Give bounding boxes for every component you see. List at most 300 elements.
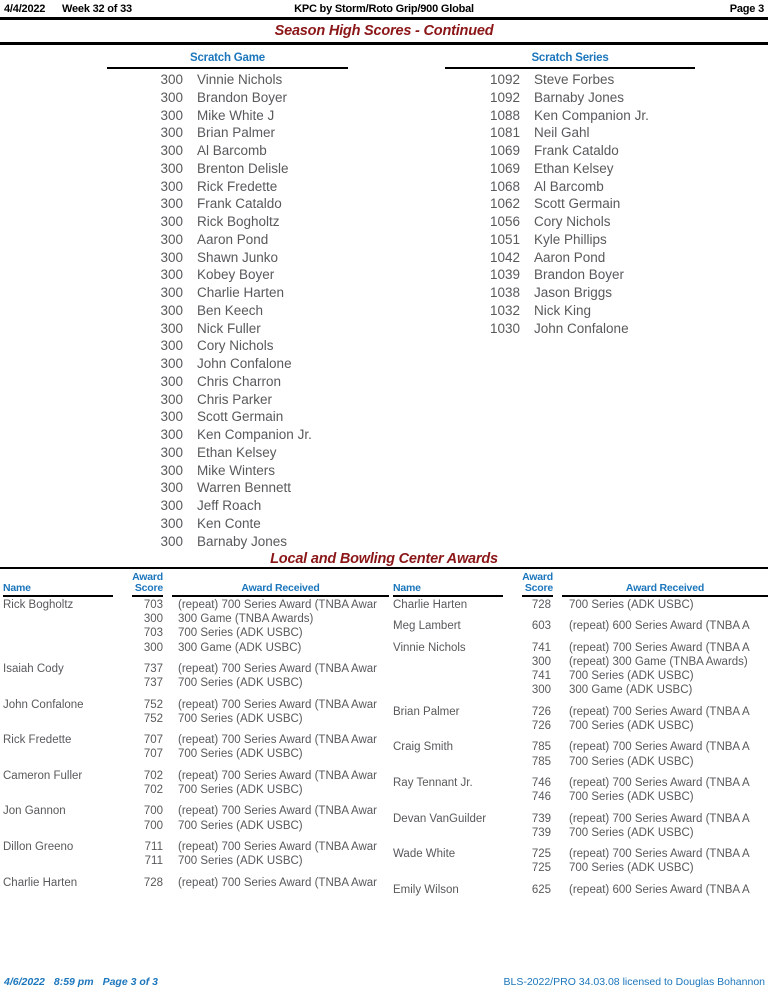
award-group bbox=[393, 812, 768, 840]
award-score: 603 bbox=[531, 620, 551, 633]
award-score: 300 bbox=[531, 684, 551, 697]
scratch-game-row bbox=[107, 391, 348, 409]
award-line bbox=[511, 883, 768, 897]
award-score: 746 bbox=[531, 776, 551, 789]
award-received-text: (repeat) 300 Game (TNBA Awards) bbox=[569, 655, 748, 668]
award-group bbox=[393, 776, 768, 804]
award-received-text: (repeat) 700 Series Award (TNBA A bbox=[569, 705, 750, 718]
game-score-value: 300 bbox=[160, 196, 183, 212]
award-column-label: Award bbox=[522, 571, 553, 583]
player-name: Neil Gahl bbox=[534, 125, 590, 141]
award-received-text: (repeat) 600 Series Award (TNBA A bbox=[569, 883, 750, 896]
scratch-game-row bbox=[107, 213, 348, 231]
player-name: Brian Palmer bbox=[197, 125, 276, 141]
award-lines bbox=[134, 840, 388, 868]
scratch-game-header: Scratch Game bbox=[107, 52, 348, 69]
award-score: 300 bbox=[531, 655, 551, 668]
award-received-text: 700 Series (ADK USBC) bbox=[569, 670, 694, 683]
awards-table-right bbox=[393, 571, 768, 904]
award-score: 737 bbox=[143, 663, 163, 675]
player-name: Nick King bbox=[534, 302, 592, 318]
award-line bbox=[511, 683, 768, 697]
scratch-game-row bbox=[107, 178, 348, 196]
scratch-series-row bbox=[445, 160, 695, 178]
award-received-text: 700 Series (ADK USBC) bbox=[569, 755, 694, 768]
scratch-game-row bbox=[107, 479, 348, 497]
scratch-game-row bbox=[107, 124, 348, 142]
player-name: Nick Fuller bbox=[197, 320, 261, 336]
award-received-text: (repeat) 700 Series Award (TNBA Awar bbox=[178, 698, 378, 711]
scratch-series-header: Scratch Series bbox=[445, 52, 695, 69]
award-group bbox=[393, 883, 768, 897]
scratch-series-row bbox=[445, 249, 695, 267]
award-score: 746 bbox=[531, 791, 551, 804]
player-name: Shawn Junko bbox=[197, 249, 279, 265]
award-received-text: (repeat) 700 Series Award (TNBA A bbox=[569, 741, 750, 754]
player-name: Ken Conte bbox=[197, 515, 261, 531]
award-received-text: (repeat) 700 Series Award (TNBA Awar bbox=[178, 876, 378, 889]
scratch-series-row bbox=[445, 231, 695, 249]
award-score: 702 bbox=[143, 783, 163, 796]
award-received-text: 700 Series (ADK USBC) bbox=[569, 791, 694, 804]
player-name: Cory Nichols bbox=[197, 338, 274, 354]
scratch-game-row bbox=[107, 107, 348, 125]
game-score-value: 300 bbox=[160, 515, 183, 531]
scratch-series-row bbox=[445, 124, 695, 142]
award-score: 785 bbox=[531, 755, 551, 768]
awards-section-title: Local and Bowling Center Awards bbox=[270, 551, 498, 567]
award-received-text: (repeat) 700 Series Award (TNBA Awar bbox=[178, 769, 378, 782]
award-received-text: 700 Series (ADK USBC) bbox=[178, 819, 303, 832]
award-line bbox=[511, 861, 768, 875]
game-score-value: 300 bbox=[160, 320, 183, 336]
award-recipient-name: Emily Wilson bbox=[393, 883, 459, 896]
game-score-value: 300 bbox=[160, 427, 183, 442]
scratch-game-row bbox=[107, 444, 348, 462]
award-lines bbox=[134, 733, 388, 761]
report-date: 4/4/2022 bbox=[4, 3, 46, 15]
award-received-text: 700 Series (ADK USBC) bbox=[178, 712, 303, 725]
award-received-text: (repeat) 600 Series Award (TNBA A bbox=[569, 620, 750, 633]
award-line bbox=[134, 819, 388, 833]
award-score: 711 bbox=[144, 855, 163, 868]
award-recipient-name: Charlie Harten bbox=[3, 876, 78, 889]
player-name: Al Barcomb bbox=[197, 143, 267, 158]
award-group bbox=[393, 740, 768, 768]
award-group bbox=[3, 662, 388, 690]
league-title: KPC by Storm/Roto Grip/900 Global bbox=[294, 3, 474, 15]
season-high-scores-title: Season High Scores - Continued bbox=[274, 23, 494, 39]
award-line bbox=[134, 662, 388, 676]
player-name: Chris Parker bbox=[197, 391, 273, 407]
award-score: 739 bbox=[531, 812, 551, 825]
player-name: Aaron Pond bbox=[534, 249, 606, 265]
awards-table-header bbox=[3, 571, 388, 597]
award-recipient-name: Wade White bbox=[393, 848, 456, 861]
award-received-text: 700 Series (ADK USBC) bbox=[569, 599, 694, 611]
awards-table-header bbox=[393, 571, 768, 597]
award-received-text: (repeat) 700 Series Award (TNBA Awar bbox=[178, 663, 378, 675]
award-received-text: 700 Series (ADK USBC) bbox=[569, 826, 694, 839]
award-lines bbox=[134, 698, 388, 726]
award-lines bbox=[511, 776, 768, 804]
player-name: Warren Bennett bbox=[197, 480, 292, 496]
award-line bbox=[511, 705, 768, 719]
game-score-value: 300 bbox=[160, 125, 183, 141]
scratch-game-row bbox=[107, 142, 348, 160]
scratch-series-column bbox=[445, 52, 695, 337]
scratch-game-row bbox=[107, 302, 348, 320]
scratch-game-row bbox=[107, 373, 348, 391]
award-score: 300 bbox=[143, 641, 163, 654]
award-score: 725 bbox=[531, 862, 551, 875]
series-score-value: 1068 bbox=[489, 178, 520, 194]
award-score: 700 bbox=[143, 819, 163, 832]
scratch-series-row bbox=[445, 266, 695, 284]
scratch-game-row bbox=[107, 533, 348, 551]
scratch-series-row bbox=[445, 284, 695, 302]
award-line bbox=[511, 812, 768, 826]
scratch-game-row bbox=[107, 320, 348, 338]
award-line bbox=[511, 847, 768, 861]
award-recipient-name: Rick Bogholtz bbox=[3, 599, 74, 611]
player-name: John Confalone bbox=[534, 320, 629, 336]
game-score-value: 300 bbox=[160, 214, 183, 229]
player-name: Steve Forbes bbox=[534, 72, 615, 87]
player-name: Vinnie Nichols bbox=[197, 72, 283, 87]
player-name: Al Barcomb bbox=[534, 178, 604, 194]
award-group bbox=[3, 876, 388, 890]
award-received-text: 700 Series (ADK USBC) bbox=[178, 748, 303, 761]
scratch-series-row bbox=[445, 89, 695, 107]
game-score-value: 300 bbox=[160, 391, 183, 407]
scratch-game-row bbox=[107, 284, 348, 302]
award-group bbox=[393, 641, 768, 698]
game-score-value: 300 bbox=[160, 249, 183, 265]
series-score-value: 1081 bbox=[489, 125, 520, 141]
award-received-text: 700 Series (ADK USBC) bbox=[178, 783, 303, 796]
scratch-game-row bbox=[107, 71, 348, 89]
player-name: Cory Nichols bbox=[534, 214, 611, 229]
award-received-text: (repeat) 700 Series Award (TNBA A bbox=[569, 641, 750, 654]
series-score-value: 1051 bbox=[489, 231, 520, 247]
award-score: 752 bbox=[143, 698, 163, 711]
scratch-series-list bbox=[445, 69, 695, 337]
award-line bbox=[511, 598, 768, 612]
award-lines bbox=[511, 847, 768, 875]
scratch-game-row bbox=[107, 231, 348, 249]
award-line bbox=[511, 755, 768, 769]
award-line bbox=[511, 655, 768, 669]
award-received-text: (repeat) 700 Series Award (TNBA A bbox=[569, 776, 750, 789]
game-score-value: 300 bbox=[160, 285, 183, 300]
award-recipient-name: Charlie Harten bbox=[393, 599, 468, 611]
award-lines bbox=[134, 662, 388, 690]
award-score: 703 bbox=[143, 599, 163, 611]
score-column-label: Score bbox=[132, 582, 163, 597]
award-group bbox=[3, 598, 388, 655]
game-score-value: 300 bbox=[160, 178, 183, 194]
award-line bbox=[134, 676, 388, 690]
awards-right-body bbox=[393, 597, 768, 897]
award-line bbox=[511, 740, 768, 754]
award-column-label: Award bbox=[132, 571, 163, 583]
footer-left bbox=[4, 976, 167, 988]
game-score-value: 300 bbox=[160, 302, 183, 318]
awards-table-left bbox=[3, 571, 388, 897]
award-line bbox=[134, 769, 388, 783]
game-score-value: 300 bbox=[160, 143, 183, 158]
scratch-game-row bbox=[107, 249, 348, 267]
scratch-game-row bbox=[107, 355, 348, 373]
award-line bbox=[134, 698, 388, 712]
player-name: Mike Winters bbox=[197, 462, 276, 478]
award-group bbox=[393, 619, 768, 633]
award-line bbox=[134, 626, 388, 640]
game-score-value: 300 bbox=[160, 480, 183, 496]
award-line bbox=[134, 712, 388, 726]
player-name: Ken Companion Jr. bbox=[534, 107, 649, 123]
game-score-value: 300 bbox=[160, 444, 183, 460]
award-lines bbox=[511, 641, 768, 698]
title-divider bbox=[0, 42, 768, 45]
award-received-text: (repeat) 700 Series Award (TNBA Awar bbox=[178, 599, 378, 611]
award-recipient-name: Dillon Greeno bbox=[3, 840, 74, 853]
scratch-series-row bbox=[445, 71, 695, 89]
award-line bbox=[134, 641, 388, 655]
award-line bbox=[134, 876, 388, 890]
series-score-value: 1069 bbox=[489, 143, 520, 158]
award-line bbox=[511, 619, 768, 633]
award-received-text: 700 Series (ADK USBC) bbox=[178, 627, 303, 640]
series-score-value: 1038 bbox=[489, 285, 520, 300]
player-name: Kyle Phillips bbox=[534, 231, 607, 247]
player-name: Rick Bogholtz bbox=[197, 214, 280, 229]
award-recipient-name: Rick Fredette bbox=[3, 734, 72, 747]
player-name: Barnaby Jones bbox=[197, 533, 288, 549]
player-name: Rick Fredette bbox=[197, 178, 278, 194]
awards-divider bbox=[0, 567, 768, 569]
award-received-text: (repeat) 700 Series Award (TNBA A bbox=[569, 848, 750, 861]
scratch-series-row bbox=[445, 195, 695, 213]
award-line bbox=[134, 854, 388, 868]
award-line bbox=[134, 747, 388, 761]
game-score-value: 300 bbox=[160, 373, 183, 389]
scratch-game-row bbox=[107, 160, 348, 178]
name-column-label: Name bbox=[3, 582, 113, 597]
award-lines bbox=[511, 598, 768, 612]
series-score-value: 1092 bbox=[489, 89, 520, 105]
award-lines bbox=[511, 812, 768, 840]
scratch-game-row bbox=[107, 337, 348, 355]
award-score: 702 bbox=[143, 769, 163, 782]
award-recipient-name: Vinnie Nichols bbox=[393, 641, 466, 654]
award-lines bbox=[511, 705, 768, 733]
page-number: Page 3 bbox=[729, 3, 764, 15]
award-lines bbox=[134, 769, 388, 797]
game-score-value: 300 bbox=[160, 89, 183, 105]
award-score: 741 bbox=[531, 641, 551, 654]
awards-left-body bbox=[3, 597, 388, 890]
award-group bbox=[393, 598, 768, 612]
award-recipient-name: Ray Tennant Jr. bbox=[393, 776, 473, 789]
award-score: 707 bbox=[143, 734, 163, 747]
award-received-text: 700 Series (ADK USBC) bbox=[569, 719, 694, 732]
award-group bbox=[3, 698, 388, 726]
player-name: Frank Cataldo bbox=[197, 196, 282, 212]
series-score-value: 1032 bbox=[489, 302, 520, 318]
award-received-text: (repeat) 700 Series Award (TNBA Awar bbox=[178, 805, 378, 818]
game-score-value: 300 bbox=[160, 498, 183, 513]
award-score: 703 bbox=[143, 627, 163, 640]
series-score-value: 1069 bbox=[489, 160, 520, 176]
award-recipient-name: Brian Palmer bbox=[393, 705, 460, 718]
scratch-game-row bbox=[107, 462, 348, 480]
scratch-series-row bbox=[445, 320, 695, 338]
award-line bbox=[511, 719, 768, 733]
scratch-game-row bbox=[107, 89, 348, 107]
award-lines bbox=[134, 598, 388, 655]
award-score: 739 bbox=[531, 826, 551, 839]
game-score-value: 300 bbox=[160, 231, 183, 247]
award-group bbox=[393, 705, 768, 733]
scratch-game-row bbox=[107, 515, 348, 533]
player-name: Chris Charron bbox=[197, 373, 282, 389]
award-line bbox=[134, 733, 388, 747]
scratch-series-row bbox=[445, 213, 695, 231]
name-column-label: Name bbox=[393, 582, 503, 597]
player-name: Ken Companion Jr. bbox=[197, 427, 312, 442]
award-received-text: 700 Series (ADK USBC) bbox=[178, 677, 303, 690]
award-recipient-name: Meg Lambert bbox=[393, 620, 461, 633]
award-lines bbox=[134, 876, 388, 890]
scratch-game-row bbox=[107, 426, 348, 444]
award-score: 741 bbox=[531, 670, 551, 683]
award-recipient-name: Cameron Fuller bbox=[3, 769, 83, 782]
game-score-value: 300 bbox=[160, 338, 183, 354]
award-score: 725 bbox=[531, 848, 551, 861]
series-score-value: 1062 bbox=[489, 196, 520, 212]
player-name: Ethan Kelsey bbox=[197, 444, 277, 460]
award-recipient-name: Craig Smith bbox=[393, 741, 454, 754]
award-score: 728 bbox=[143, 876, 163, 889]
player-name: Scott Germain bbox=[534, 196, 621, 212]
award-received-text: 700 Series (ADK USBC) bbox=[178, 855, 303, 868]
series-score-value: 1030 bbox=[489, 320, 520, 336]
scratch-game-list bbox=[107, 69, 348, 550]
player-name: Brandon Boyer bbox=[197, 89, 288, 105]
award-line bbox=[134, 804, 388, 818]
scratch-game-row bbox=[107, 497, 348, 515]
award-line bbox=[134, 783, 388, 797]
award-lines bbox=[511, 883, 768, 897]
scratch-series-row bbox=[445, 302, 695, 320]
award-score: 737 bbox=[143, 677, 163, 690]
award-line bbox=[511, 641, 768, 655]
series-score-value: 1088 bbox=[489, 107, 520, 123]
scratch-game-column bbox=[107, 52, 348, 550]
series-score-value: 1042 bbox=[489, 249, 520, 265]
award-line bbox=[511, 776, 768, 790]
player-name: Brandon Boyer bbox=[534, 267, 625, 283]
player-name: Jeff Roach bbox=[197, 498, 262, 513]
scratch-game-row bbox=[107, 195, 348, 213]
award-received-text: (repeat) 700 Series Award (TNBA Awar bbox=[178, 734, 378, 747]
award-line bbox=[134, 598, 388, 612]
scratch-series-row bbox=[445, 178, 695, 196]
header-divider bbox=[0, 17, 768, 20]
award-score: 785 bbox=[531, 741, 551, 754]
player-name: Aaron Pond bbox=[197, 231, 269, 247]
award-recipient-name: Isaiah Cody bbox=[3, 663, 64, 675]
player-name: Brenton Delisle bbox=[197, 160, 289, 176]
award-lines bbox=[511, 619, 768, 633]
game-score-value: 300 bbox=[160, 462, 183, 478]
player-name: Frank Cataldo bbox=[534, 143, 619, 158]
award-line bbox=[511, 669, 768, 683]
award-received-text: 300 Game (ADK USBC) bbox=[178, 641, 302, 654]
award-recipient-name: Jon Gannon bbox=[3, 805, 66, 818]
award-score: 726 bbox=[531, 705, 551, 718]
game-score-value: 300 bbox=[160, 72, 183, 87]
series-score-value: 1039 bbox=[489, 267, 520, 283]
footer-print-date: 4/6/2022 bbox=[4, 976, 45, 988]
scratch-series-row bbox=[445, 142, 695, 160]
award-received-text: 300 Game (ADK USBC) bbox=[569, 684, 693, 697]
award-received-text: 300 Game (TNBA Awards) bbox=[178, 613, 314, 626]
award-score: 300 bbox=[143, 613, 163, 626]
award-line bbox=[134, 612, 388, 626]
page-header bbox=[0, 3, 768, 17]
game-score-value: 300 bbox=[160, 356, 183, 371]
player-name: Ethan Kelsey bbox=[534, 160, 614, 176]
award-score: 726 bbox=[531, 719, 551, 732]
award-score: 752 bbox=[143, 712, 163, 725]
player-name: Scott Germain bbox=[197, 409, 284, 425]
game-score-value: 300 bbox=[160, 160, 183, 176]
award-group bbox=[3, 769, 388, 797]
award-group bbox=[3, 804, 388, 832]
footer-print-time: 8:59 pm bbox=[53, 976, 94, 988]
award-received-text: (repeat) 700 Series Award (TNBA A bbox=[569, 812, 750, 825]
award-line bbox=[511, 826, 768, 840]
score-column-label: Score bbox=[522, 582, 553, 597]
player-name: Jason Briggs bbox=[534, 285, 613, 300]
player-name: John Confalone bbox=[197, 356, 292, 371]
award-received-text: 700 Series (ADK USBC) bbox=[569, 862, 694, 875]
player-name: Charlie Harten bbox=[197, 285, 285, 300]
series-score-value: 1092 bbox=[489, 72, 520, 87]
award-group bbox=[3, 840, 388, 868]
award-group bbox=[393, 847, 768, 875]
game-score-value: 300 bbox=[160, 107, 183, 123]
award-line bbox=[134, 840, 388, 854]
received-column-label: Award Received bbox=[172, 582, 389, 597]
scratch-series-row bbox=[445, 107, 695, 125]
award-lines bbox=[511, 740, 768, 768]
award-score: 700 bbox=[143, 805, 163, 818]
game-score-value: 300 bbox=[160, 267, 183, 283]
award-lines bbox=[134, 804, 388, 832]
award-received-text: (repeat) 700 Series Award (TNBA Awar bbox=[178, 840, 378, 853]
player-name: Barnaby Jones bbox=[534, 89, 625, 105]
game-score-value: 300 bbox=[160, 533, 183, 549]
award-line bbox=[511, 790, 768, 804]
game-score-value: 300 bbox=[160, 409, 183, 425]
player-name: Mike White J bbox=[197, 107, 275, 123]
scratch-game-row bbox=[107, 266, 348, 284]
award-score: 707 bbox=[143, 748, 163, 761]
